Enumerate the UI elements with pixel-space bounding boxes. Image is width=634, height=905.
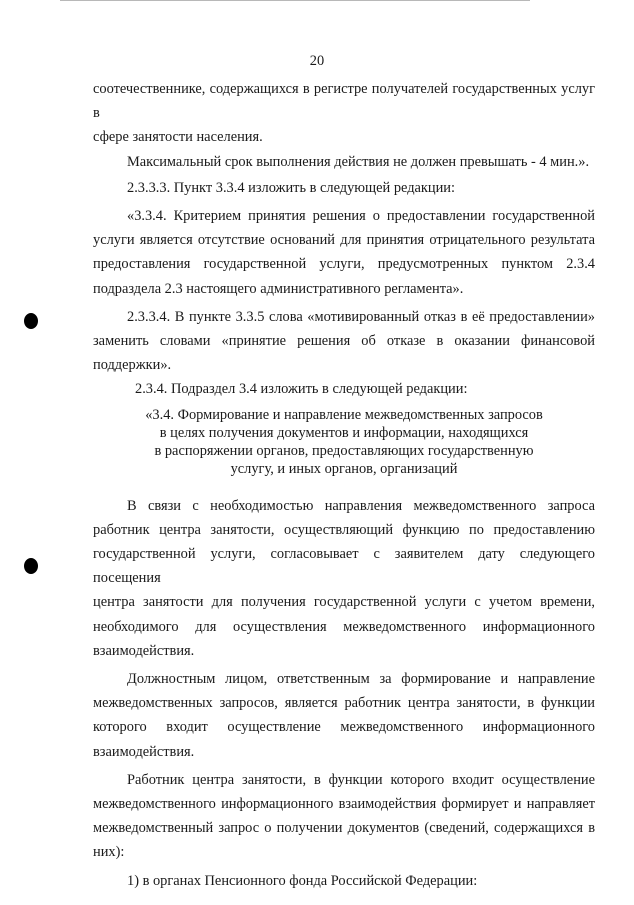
paragraph-line: предоставления государственной услуги, предусмотренных пунктом 2.3.4: [93, 256, 595, 273]
section-heading: [93, 406, 595, 478]
paragraph-line: работник центра занятости, осуществляющий функцию по предоставлению: [93, 521, 595, 538]
paragraph-line: поддержки».: [93, 357, 172, 374]
paragraph-line: В связи с необходимостью направления межведомственного запроса: [127, 497, 595, 514]
paragraph-line: заменить словами «принятие решения об отказе в оказании финансовой: [93, 333, 595, 350]
heading-line: в целях получения документов и информации, находящихся: [159, 424, 529, 441]
paragraph-line: Должностным лицом, ответственным за формирование и направление: [127, 671, 595, 688]
paragraph-line: взаимодействия.: [93, 642, 195, 659]
paragraph-line: межведомственный запрос о получении документов (сведений, содержащихся в: [93, 820, 595, 837]
paragraph-line: подраздела 2.3 настоящего административного регламента».: [93, 280, 464, 297]
paragraph-line: центра занятости для получения государственной услуги с учетом времени,: [93, 594, 595, 611]
punch-hole-mark: [24, 558, 38, 574]
paragraph-line: Работник центра занятости, в функции которого входит осуществление: [127, 771, 595, 788]
heading-line: в распоряжении органов, предоставляющих государственную: [154, 442, 534, 459]
paragraph-line: Максимальный срок выполнения действия не должен превышать - 4 мин.».: [127, 153, 590, 170]
page-number: 20: [309, 53, 325, 69]
paragraph-line: 2.3.4. Подраздел 3.4 изложить в следующей редакции:: [135, 381, 468, 398]
paragraph-line: «3.3.4. Критерием принятия решения о предоставлении государственной: [127, 208, 595, 225]
paragraph-line: межведомственного информационного взаимодействия формирует и направляет: [93, 796, 595, 813]
punch-hole-mark: [24, 313, 38, 329]
paragraph-line: них):: [93, 844, 125, 861]
paragraph-line: соотечественнике, содержащихся в регистре получателей государственных услуг в: [93, 81, 595, 122]
paragraph-line: которого входит осуществление межведомственного информационного: [93, 719, 595, 736]
paragraph-line: межведомственных запросов, является работник центра занятости, в функции: [93, 695, 595, 712]
paragraph-line: необходимого для осуществления межведомственного информационного: [93, 618, 595, 635]
paragraph-line: 2.3.3.3. Пункт 3.3.4 изложить в следующей редакции:: [127, 179, 456, 196]
page-top-edge: [60, 0, 530, 1]
heading-line: «3.4. Формирование и направление межведомственных запросов: [145, 406, 543, 423]
paragraph-line: 2.3.3.4. В пункте 3.3.5 слова «мотивированный отказ в её предоставлении»: [127, 308, 595, 325]
paragraph-line: 1) в органах Пенсионного фонда Российской Федерации:: [127, 872, 478, 889]
document-body: [93, 77, 595, 893]
paragraph-line: сфере занятости населения.: [93, 129, 263, 146]
heading-line: услугу, и иных органов, организаций: [230, 460, 458, 477]
paragraph-line: услуги является отсутствие оснований для принятия отрицательного результата: [93, 232, 595, 249]
paragraph-line: взаимодействия.: [93, 743, 195, 760]
paragraph-line: государственной услуги, согласовывает с заявителем дату следующего посещения: [93, 546, 595, 587]
